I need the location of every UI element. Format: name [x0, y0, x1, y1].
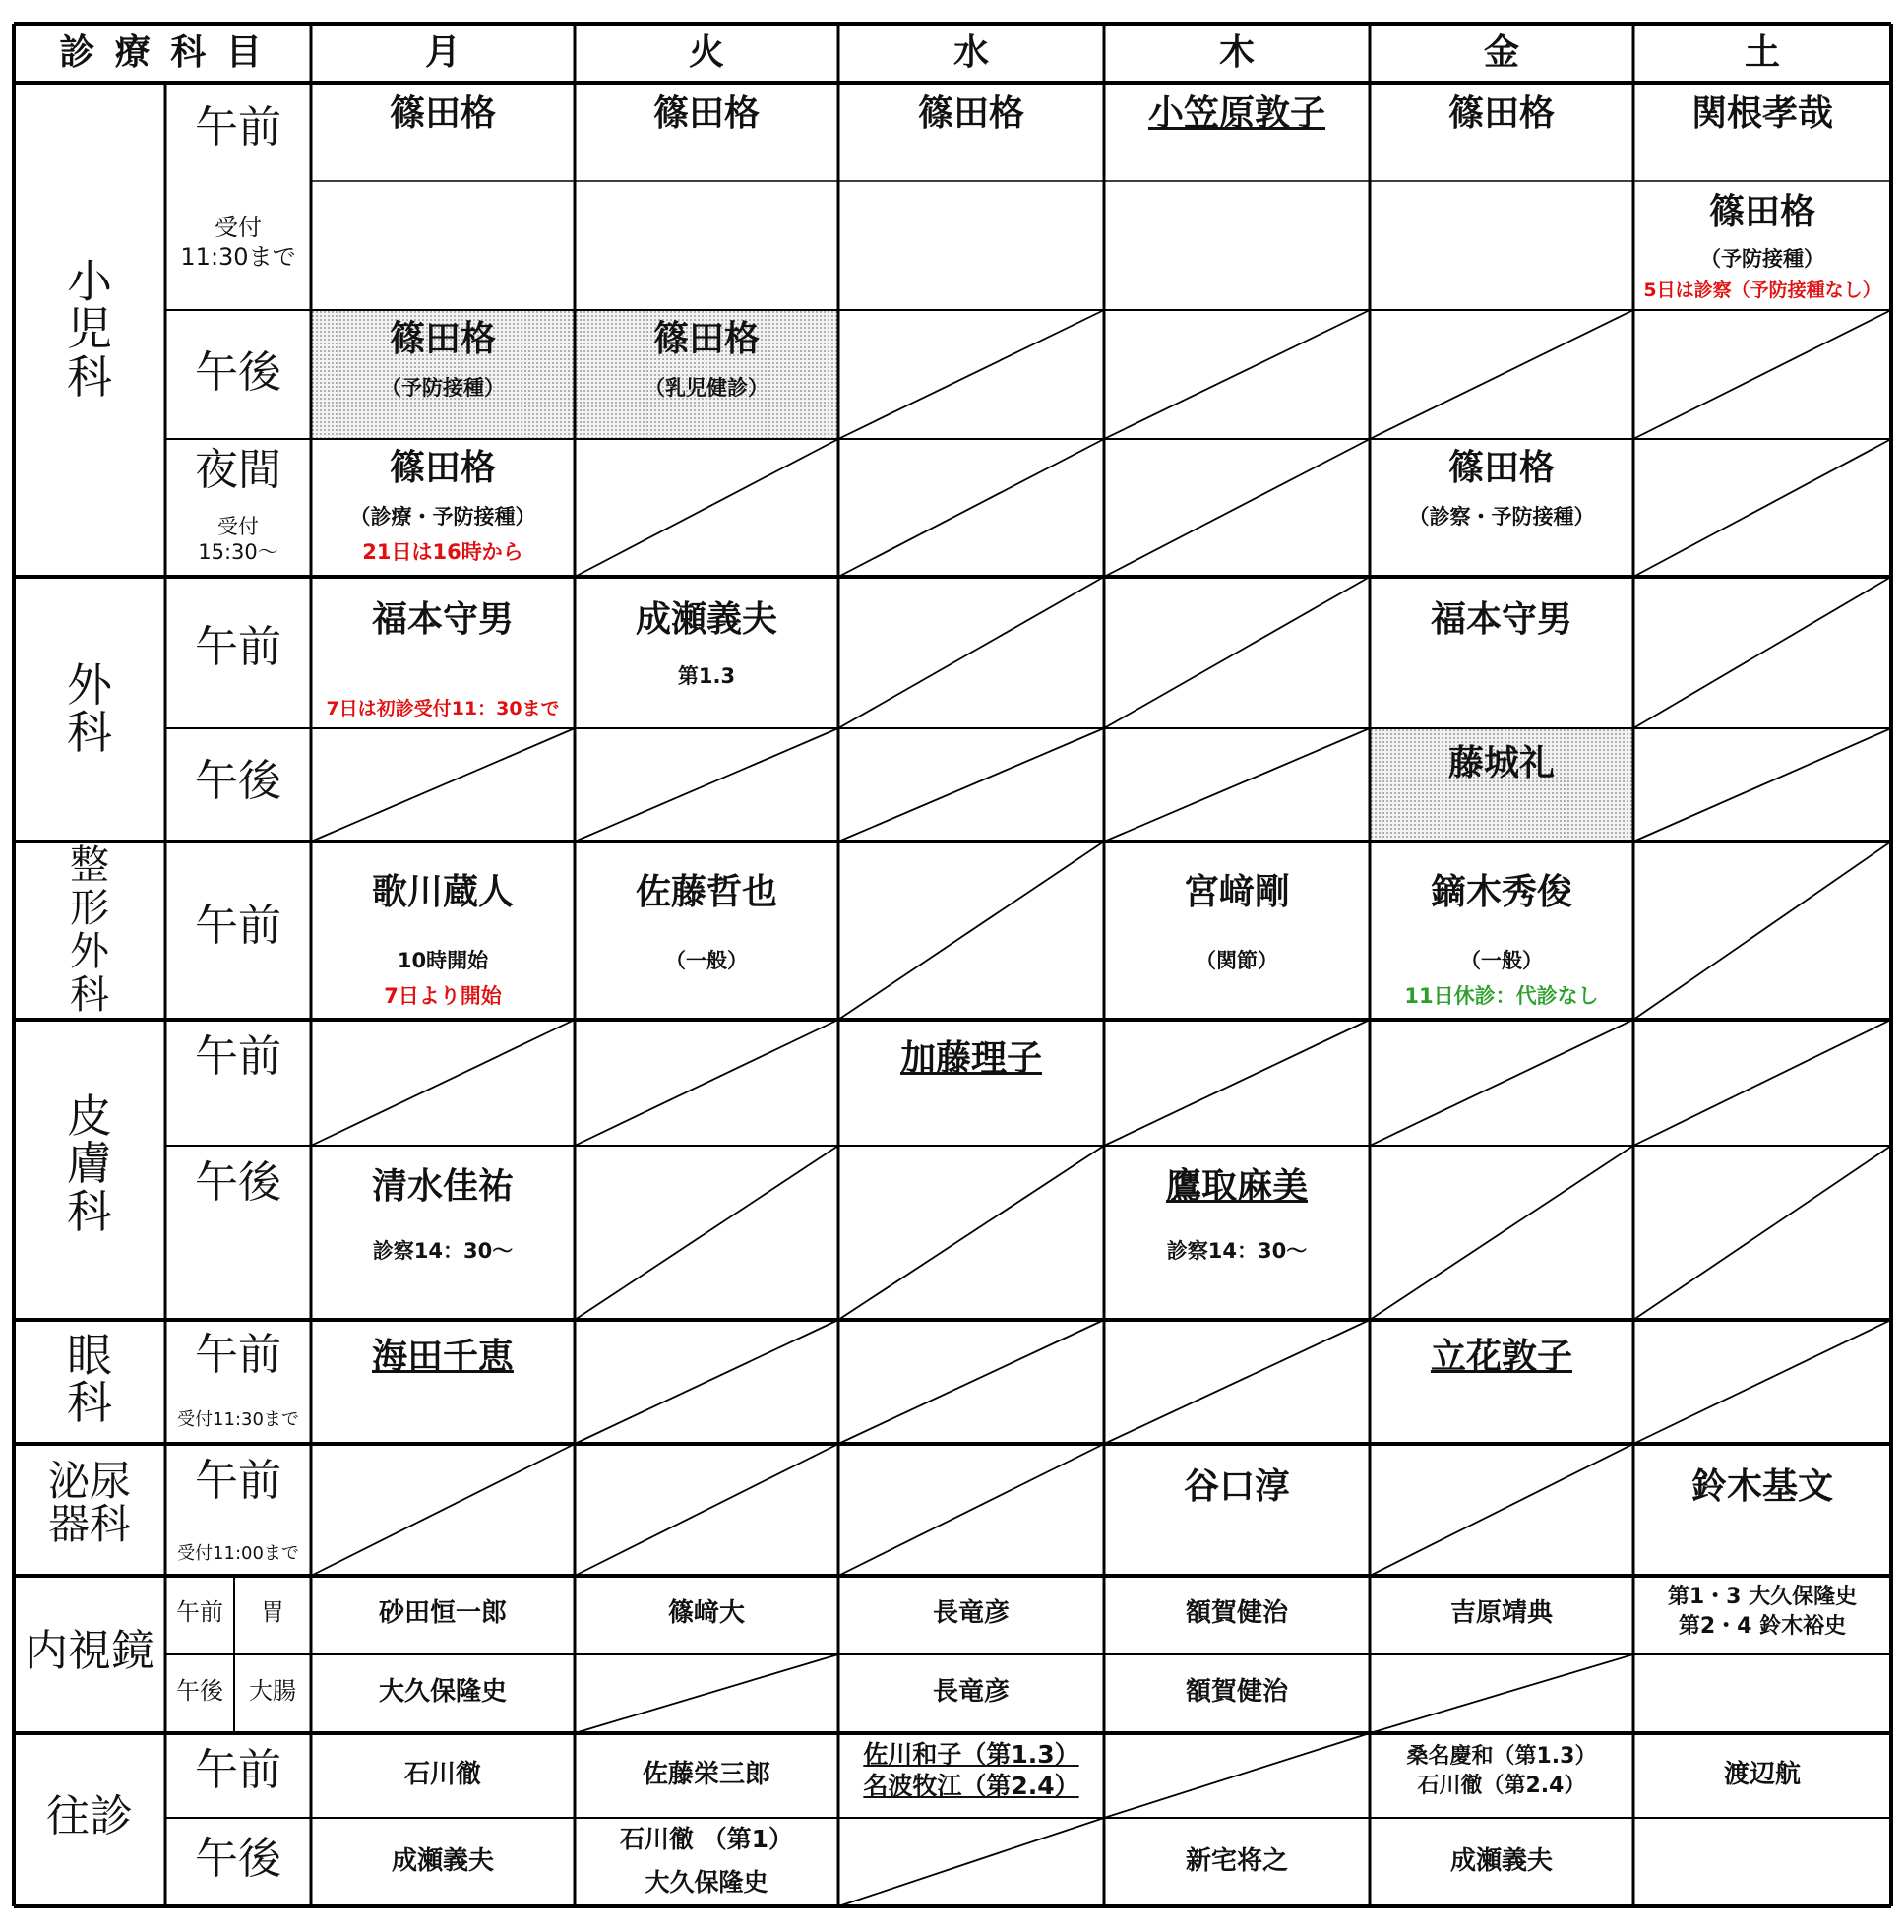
reception-note: 受付11:00まで — [177, 1543, 299, 1564]
closed-slash — [575, 1444, 838, 1576]
note: （診療・予防接種） — [349, 505, 536, 529]
day-label-thu: 木 — [1218, 32, 1255, 73]
closed-slash — [1104, 310, 1370, 439]
green-note: 11日休診：代診なし — [1404, 984, 1599, 1008]
time-label: 午後 — [195, 1157, 281, 1208]
closed-slash — [1633, 841, 1891, 1020]
time-label: 午後 — [176, 1677, 223, 1705]
closed-slash — [1370, 1146, 1633, 1320]
closed-slash — [838, 1320, 1104, 1444]
doctor-name: 長竜彦 — [932, 1598, 1010, 1628]
note: （関節） — [1196, 949, 1278, 972]
doctor-name: 成瀬義夫 — [1449, 1846, 1553, 1876]
closed-slash — [1633, 728, 1891, 841]
doctor-name: 第2・4 鈴木裕史 — [1678, 1614, 1847, 1639]
doctor-name: 石川徹 （第1） — [619, 1825, 794, 1853]
dept-name-surgery: 外科 — [67, 658, 112, 760]
time-label: 午前 — [195, 1456, 281, 1506]
doctor-name: 佐川和子（第1.3） — [863, 1740, 1079, 1769]
note: 診察14：30〜 — [1166, 1239, 1308, 1263]
note: （予防接種） — [381, 376, 505, 400]
closed-slash — [575, 439, 838, 577]
closed-slash — [1104, 577, 1370, 728]
day-label-sat: 土 — [1744, 32, 1780, 73]
doctor-name: 渡辺航 — [1723, 1760, 1801, 1789]
doctor-name: 佐藤哲也 — [635, 872, 777, 912]
doctor-name: 吉原靖典 — [1449, 1598, 1553, 1628]
closed-slash — [838, 841, 1104, 1020]
doctor-name: 福本守男 — [1430, 599, 1572, 640]
closed-slash — [838, 577, 1104, 728]
closed-slash — [575, 1146, 838, 1320]
time-label: 午前 — [176, 1598, 223, 1626]
doctor-name: 篠田格 — [1447, 93, 1555, 134]
time-label: 午前 — [195, 901, 281, 951]
closed-slash — [575, 1654, 838, 1733]
closed-slash — [1633, 1020, 1891, 1146]
dept-name-urology: 泌尿器科 — [47, 1457, 131, 1549]
doctor-name: 石川徹（第2.4） — [1417, 1774, 1586, 1798]
note: （予防接種） — [1700, 247, 1824, 271]
doctor-name: 篠田格 — [1708, 192, 1815, 232]
day-label-mon: 月 — [424, 32, 461, 73]
reception-note: 受付 11:30まで — [180, 214, 296, 271]
doctor-name: 成瀬義夫 — [391, 1846, 494, 1876]
day-label-wed: 水 — [952, 32, 989, 73]
doctor-name: 佐藤栄三郎 — [642, 1760, 770, 1789]
dept-name-pediatrics: 小児科 — [67, 255, 112, 404]
dept-name-ophthalmology: 眼科 — [67, 1329, 112, 1430]
closed-slash — [575, 1320, 838, 1444]
doctor-name: 藤城礼 — [1447, 743, 1555, 783]
doctor-name: 鏑木秀俊 — [1430, 872, 1572, 912]
closed-slash — [575, 728, 838, 841]
doctor-name: 加藤理子 — [899, 1038, 1042, 1079]
time-label: 午後 — [195, 347, 281, 398]
time-label: 午前 — [195, 1031, 281, 1082]
time-label: 午前 — [195, 622, 281, 672]
reception-note: 受付11:30まで — [177, 1409, 299, 1430]
closed-slash — [838, 1818, 1104, 1906]
doctor-name: 桑名慶和（第1.3） — [1406, 1744, 1597, 1769]
closed-slash — [1104, 728, 1370, 841]
note: 10時開始 — [397, 949, 489, 972]
closed-slash — [1370, 310, 1633, 439]
doctor-name: 福本守男 — [371, 599, 514, 640]
doctor-name: 額賀健治 — [1185, 1598, 1288, 1628]
doctor-name: 鷹取麻美 — [1165, 1166, 1308, 1207]
closed-slash — [838, 1444, 1104, 1576]
dept-name-homecare: 往診 — [46, 1791, 133, 1841]
closed-slash — [1370, 1020, 1633, 1146]
closed-slash — [311, 1020, 575, 1146]
day-label-tue: 火 — [688, 32, 724, 73]
doctor-name: 清水佳祐 — [371, 1166, 514, 1207]
time-label: 夜間 — [195, 445, 281, 495]
closed-slash — [1633, 310, 1891, 439]
closed-slash — [1633, 1320, 1891, 1444]
doctor-name: 篠田格 — [389, 448, 496, 488]
doctor-name: 鈴木基文 — [1690, 1466, 1833, 1507]
doctor-name: 歌川蔵人 — [371, 872, 514, 912]
doctor-name: 篠田格 — [917, 93, 1024, 134]
note: （一般） — [1460, 949, 1543, 972]
note: （一般） — [665, 949, 748, 972]
doctor-name: 篠田格 — [652, 319, 760, 359]
doctor-name: 長竜彦 — [932, 1677, 1010, 1707]
day-label-fri: 金 — [1483, 32, 1519, 73]
red-note: 7日は初診受付11：30まで — [326, 698, 560, 719]
time-label: 午後 — [195, 756, 281, 806]
reception-note: 受付 15:30〜 — [198, 515, 278, 565]
doctor-name: 名波牧江（第2.4） — [863, 1772, 1079, 1800]
closed-slash — [311, 1444, 575, 1576]
red-note: 5日は診察（予防接種なし） — [1643, 280, 1881, 301]
doctor-name: 第1・3 大久保隆史 — [1667, 1585, 1858, 1609]
doctor-name: 篠田格 — [389, 319, 496, 359]
closed-slash — [1104, 439, 1370, 577]
exam-type: 大腸 — [249, 1677, 296, 1705]
note: （乳児健診） — [645, 376, 768, 400]
closed-slash — [1104, 1320, 1370, 1444]
doctor-name: 宮﨑剛 — [1183, 872, 1290, 912]
dept-name-dermatology: 皮膚科 — [67, 1090, 112, 1238]
closed-slash — [1104, 1020, 1370, 1146]
time-label: 午後 — [195, 1834, 281, 1884]
time-label: 午前 — [195, 1330, 281, 1380]
doctor-name: 立花敦子 — [1430, 1337, 1572, 1377]
red-note: 7日より開始 — [384, 984, 502, 1008]
note: 第1.3 — [677, 664, 736, 688]
closed-slash — [838, 310, 1104, 439]
doctor-name: 額賀健治 — [1185, 1677, 1288, 1707]
doctor-name: 谷口淳 — [1183, 1466, 1290, 1507]
doctor-name: 大久保隆史 — [378, 1677, 507, 1707]
doctor-name: 篠田格 — [652, 93, 760, 134]
doctor-name: 関根孝哉 — [1690, 93, 1833, 134]
time-label: 午前 — [195, 1745, 281, 1795]
dept-name-endoscopy: 内視鏡 — [25, 1626, 154, 1676]
header-dept-label: 診 療 科 目 — [59, 32, 266, 73]
doctor-name: 篠田格 — [1447, 448, 1555, 488]
dept-name-orthopedics: 整形外科 — [70, 842, 109, 1018]
note: 診察14：30〜 — [372, 1239, 514, 1263]
closed-slash — [1370, 1654, 1633, 1733]
exam-type: 胃 — [261, 1598, 284, 1626]
doctor-name: 小笠原敦子 — [1147, 93, 1325, 134]
closed-slash — [838, 728, 1104, 841]
doctor-name: 成瀬義夫 — [635, 599, 777, 640]
closed-slash — [575, 1020, 838, 1146]
time-label: 午前 — [195, 102, 281, 153]
doctor-name: 砂田恒一郎 — [378, 1598, 507, 1628]
doctor-name: 石川徹 — [403, 1760, 481, 1789]
note: （診察・予防接種） — [1408, 505, 1595, 529]
closed-slash — [1633, 439, 1891, 577]
closed-slash — [1370, 1444, 1633, 1576]
closed-slash — [838, 439, 1104, 577]
closed-slash — [838, 1146, 1104, 1320]
closed-slash — [1633, 1146, 1891, 1320]
doctor-name: 新宅将之 — [1185, 1846, 1288, 1876]
red-note: 21日は16時から — [362, 540, 523, 564]
closed-slash — [1104, 1733, 1370, 1818]
closed-slash — [311, 728, 575, 841]
closed-slash — [1633, 577, 1891, 728]
doctor-name: 海田千恵 — [371, 1337, 514, 1377]
doctor-name: 篠﨑大 — [667, 1598, 745, 1628]
doctor-name: 篠田格 — [389, 93, 496, 134]
doctor-name: 大久保隆史 — [645, 1868, 768, 1897]
